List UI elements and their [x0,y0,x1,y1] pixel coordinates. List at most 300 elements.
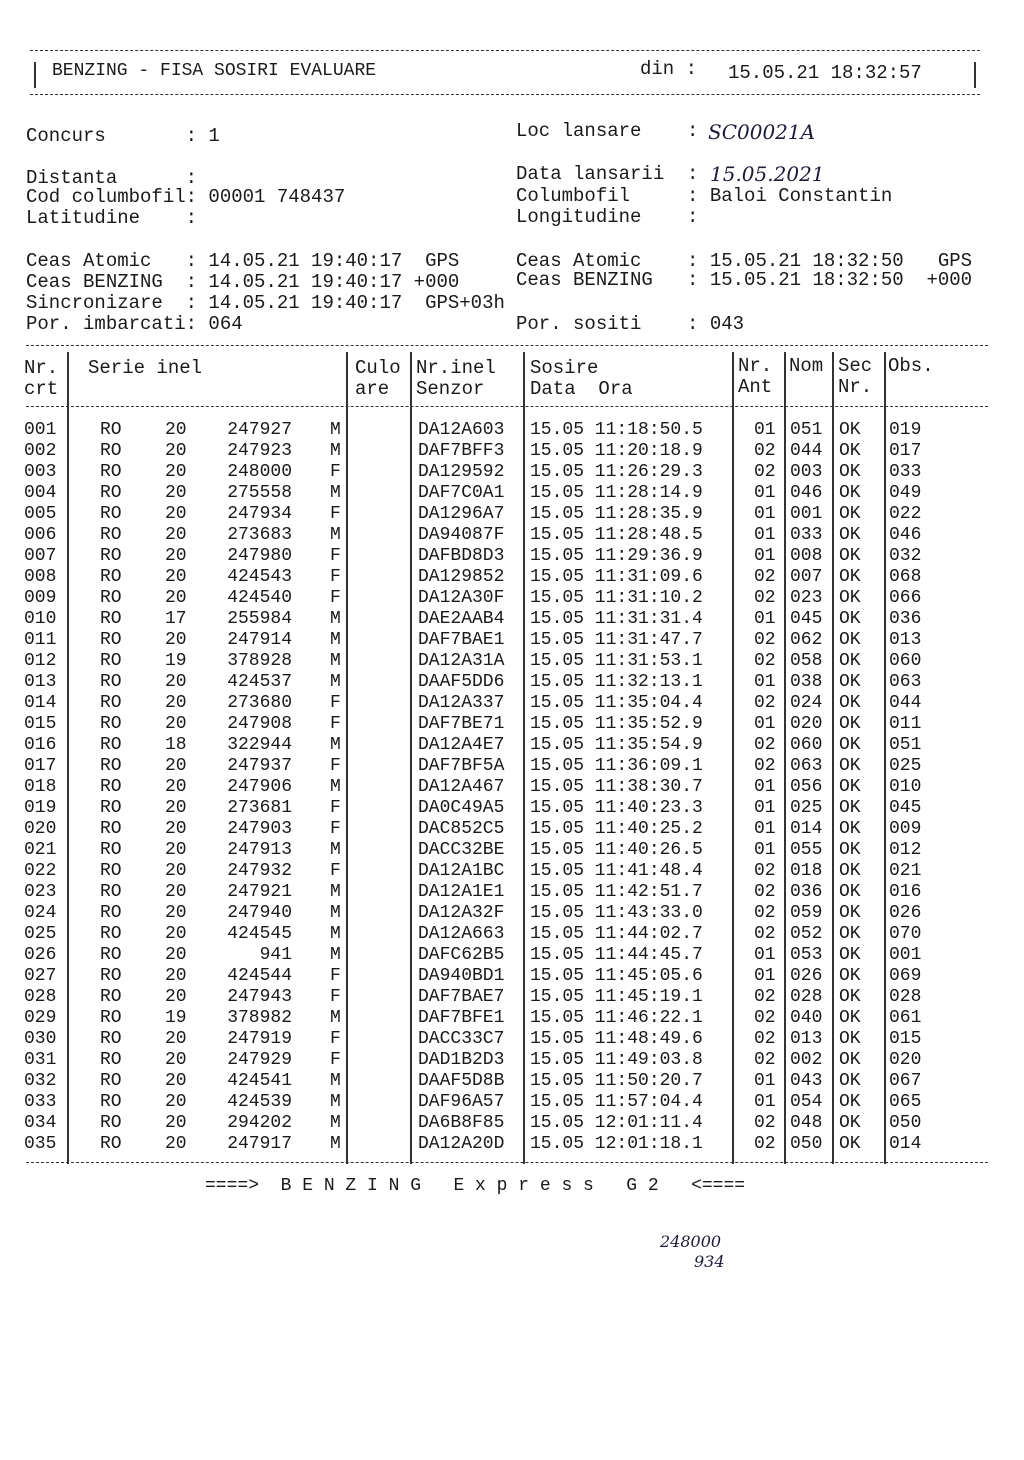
th-sec-2: Nr. [838,376,873,398]
row-sec: OK [839,945,861,965]
row-nr-crt: 028 [24,987,57,1007]
table-row [0,630,1024,651]
row-sensor: DA94087F [418,525,505,545]
row-sex: F [330,861,341,881]
row-country: RO [100,903,122,923]
row-nr-ant: 02 [754,630,776,650]
row-nr-ant: 01 [754,777,776,797]
row-sex: M [330,1134,341,1154]
row-year: 20 [165,966,187,986]
row-ring: 322944 [227,735,292,755]
row-country: RO [100,1008,122,1028]
row-sensor: DA12A30F [418,588,505,608]
row-country: RO [100,1134,122,1154]
row-sex: M [330,609,341,629]
row-nr-crt: 014 [24,693,57,713]
table-row [0,945,1024,966]
cod-columbofil-line: Cod columbofil: 00001 748437 [26,186,346,208]
row-nom: 014 [790,819,823,839]
row-country: RO [100,798,122,818]
row-arrival: 15.05 11:28:14.9 [530,483,703,503]
header-right-border [974,62,976,88]
row-sex: F [330,567,341,587]
row-year: 17 [165,609,187,629]
row-arrival: 15.05 11:31:09.6 [530,567,703,587]
row-sensor: DA0C49A5 [418,798,505,818]
row-obs: 026 [889,903,922,923]
row-obs: 069 [889,966,922,986]
row-obs: 045 [889,798,922,818]
row-year: 20 [165,840,187,860]
row-nr-ant: 02 [754,735,776,755]
row-arrival: 15.05 11:57:04.4 [530,1092,703,1112]
row-obs: 010 [889,777,922,797]
row-country: RO [100,1092,122,1112]
row-nom: 056 [790,777,823,797]
row-nr-crt: 009 [24,588,57,608]
table-row [0,756,1024,777]
row-sec: OK [839,588,861,608]
th-nr-inel-2: Senzor [416,378,485,400]
row-ring: 424539 [227,1092,292,1112]
ceas-benzing-right: Ceas BENZING : 15.05.21 18:32:50 +000 [516,269,973,291]
row-year: 20 [165,1134,187,1154]
row-sensor: DAAF5DD6 [418,672,505,692]
row-country: RO [100,651,122,671]
row-obs: 046 [889,525,922,545]
row-sex: F [330,756,341,776]
row-arrival: 15.05 11:26:29.3 [530,462,703,482]
row-nr-ant: 01 [754,546,776,566]
row-nr-crt: 005 [24,504,57,524]
ceas-atomic-right: Ceas Atomic : 15.05.21 18:32:50 GPS [516,250,973,272]
row-year: 20 [165,504,187,524]
table-row [0,1029,1024,1050]
row-country: RO [100,756,122,776]
row-year: 20 [165,441,187,461]
row-country: RO [100,672,122,692]
row-nr-ant: 01 [754,714,776,734]
row-sec: OK [839,483,861,503]
row-nom: 033 [790,525,823,545]
row-country: RO [100,693,122,713]
row-nr-crt: 010 [24,609,57,629]
table-row [0,462,1024,483]
table-row [0,714,1024,735]
row-sec: OK [839,504,861,524]
row-ring: 294202 [227,1113,292,1133]
row-sec: OK [839,441,861,461]
row-sec: OK [839,1092,861,1112]
row-country: RO [100,567,122,587]
row-sex: F [330,987,341,1007]
row-nr-crt: 022 [24,861,57,881]
row-nr-ant: 01 [754,504,776,524]
row-sensor: DAF7C0A1 [418,483,505,503]
row-nom: 048 [790,1113,823,1133]
row-arrival: 15.05 11:29:36.9 [530,546,703,566]
table-row [0,672,1024,693]
table-row [0,1113,1024,1134]
table-row [0,924,1024,945]
row-country: RO [100,1113,122,1133]
row-nom: 008 [790,546,823,566]
table-row [0,861,1024,882]
table-row [0,441,1024,462]
row-nr-crt: 020 [24,819,57,839]
th-culoare-2: are [355,378,390,400]
row-sex: F [330,504,341,524]
row-sec: OK [839,1008,861,1028]
row-nr-crt: 015 [24,714,57,734]
row-obs: 067 [889,1071,922,1091]
row-nom: 024 [790,693,823,713]
row-sex: M [330,525,341,545]
row-obs: 061 [889,1008,922,1028]
row-nom: 046 [790,483,823,503]
row-ring: 247943 [227,987,292,1007]
row-country: RO [100,777,122,797]
row-sensor: DAFC62B5 [418,945,505,965]
row-nr-crt: 019 [24,798,57,818]
row-year: 20 [165,945,187,965]
row-year: 20 [165,1113,187,1133]
row-nom: 055 [790,840,823,860]
row-arrival: 15.05 11:38:30.7 [530,777,703,797]
row-ring: 424545 [227,924,292,944]
report-datetime: 15.05.21 18:32:57 [728,62,922,84]
row-obs: 021 [889,861,922,881]
row-nom: 025 [790,798,823,818]
columbofil-line: Columbofil : Baloi Constantin [516,185,893,207]
row-nr-ant: 02 [754,588,776,608]
row-nr-crt: 026 [24,945,57,965]
row-sex: M [330,1008,341,1028]
row-sensor: DA129852 [418,567,505,587]
row-country: RO [100,588,122,608]
row-nom: 026 [790,966,823,986]
row-year: 20 [165,1071,187,1091]
row-nom: 020 [790,714,823,734]
row-nom: 050 [790,1134,823,1154]
row-arrival: 15.05 11:40:26.5 [530,840,703,860]
row-year: 20 [165,462,187,482]
row-arrival: 15.05 11:31:10.2 [530,588,703,608]
row-sex: F [330,1029,341,1049]
row-year: 20 [165,924,187,944]
row-nom: 060 [790,735,823,755]
row-nom: 002 [790,1050,823,1070]
row-obs: 020 [889,1050,922,1070]
th-sosire-2: Data Ora [530,378,633,400]
row-sensor: DACC33C7 [418,1029,505,1049]
row-country: RO [100,483,122,503]
row-nr-crt: 011 [24,630,57,650]
row-sec: OK [839,1113,861,1133]
row-nom: 051 [790,420,823,440]
row-sex: F [330,588,341,608]
row-obs: 050 [889,1113,922,1133]
row-sex: F [330,546,341,566]
row-sex: M [330,420,341,440]
row-country: RO [100,525,122,545]
row-nr-crt: 001 [24,420,57,440]
row-nr-ant: 01 [754,420,776,440]
row-sex: F [330,693,341,713]
row-sex: M [330,1071,341,1091]
row-sensor: DA129592 [418,462,505,482]
row-year: 20 [165,588,187,608]
row-sex: M [330,1113,341,1133]
row-year: 20 [165,546,187,566]
row-arrival: 15.05 11:44:45.7 [530,945,703,965]
row-nr-ant: 02 [754,987,776,1007]
row-sec: OK [839,714,861,734]
row-country: RO [100,714,122,734]
row-ring: 247940 [227,903,292,923]
row-ring: 247937 [227,756,292,776]
row-ring: 247932 [227,861,292,881]
row-nr-ant: 02 [754,903,776,923]
row-arrival: 15.05 11:50:20.7 [530,1071,703,1091]
row-year: 20 [165,693,187,713]
th-nr-inel-1: Nr.inel [416,357,496,379]
row-nom: 059 [790,903,823,923]
row-arrival: 15.05 11:41:48.4 [530,861,703,881]
report-title: BENZING - FISA SOSIRI EVALUARE [52,61,377,81]
row-country: RO [100,609,122,629]
table-row [0,735,1024,756]
row-sec: OK [839,1134,861,1154]
row-sensor: DA940BD1 [418,966,505,986]
table-row [0,1134,1024,1155]
row-ring: 424540 [227,588,292,608]
table-row [0,1050,1024,1071]
row-nom: 045 [790,609,823,629]
row-ring: 275558 [227,483,292,503]
row-nr-ant: 01 [754,798,776,818]
row-country: RO [100,882,122,902]
table-row [0,420,1024,441]
handwritten-note-1: 248000 [660,1232,722,1251]
row-nom: 023 [790,588,823,608]
row-obs: 022 [889,504,922,524]
row-sec: OK [839,777,861,797]
row-sec: OK [839,546,861,566]
row-ring: 247908 [227,714,292,734]
row-country: RO [100,819,122,839]
row-sex: M [330,630,341,650]
row-obs: 025 [889,756,922,776]
row-year: 20 [165,420,187,440]
row-obs: 014 [889,1134,922,1154]
row-sex: M [330,651,341,671]
row-nr-ant: 02 [754,882,776,902]
row-nr-crt: 006 [24,525,57,545]
table-row [0,882,1024,903]
row-sensor: DAF7BFF3 [418,441,505,461]
row-arrival: 15.05 11:32:13.1 [530,672,703,692]
ceas-atomic-left: Ceas Atomic : 14.05.21 19:40:17 GPS [26,250,460,272]
sincronizare-line: Sincronizare : 14.05.21 19:40:17 GPS+03h [26,292,505,314]
row-nr-crt: 031 [24,1050,57,1070]
row-arrival: 15.05 11:35:54.9 [530,735,703,755]
row-year: 20 [165,483,187,503]
row-country: RO [100,1050,122,1070]
row-year: 20 [165,882,187,902]
row-year: 18 [165,735,187,755]
row-sex: F [330,819,341,839]
data-lansarii-handwritten: 15.05.2021 [710,162,825,186]
row-nom: 036 [790,882,823,902]
benzing-express-footer: ====> B E N Z I N G E x p r e s s G 2 <==== [205,1176,746,1196]
row-arrival: 15.05 11:40:25.2 [530,819,703,839]
row-country: RO [100,966,122,986]
row-nr-ant: 02 [754,861,776,881]
row-ring: 247929 [227,1050,292,1070]
row-year: 19 [165,1008,187,1028]
row-nr-ant: 02 [754,651,776,671]
row-nom: 043 [790,1071,823,1091]
row-sec: OK [839,903,861,923]
row-nr-ant: 01 [754,819,776,839]
row-sensor: DAF96A57 [418,1092,505,1112]
row-sex: M [330,777,341,797]
row-ring: 247903 [227,819,292,839]
row-nr-ant: 01 [754,945,776,965]
row-sensor: DAF7BE71 [418,714,505,734]
concurs-line: Concurs : 1 [26,125,220,147]
row-ring: 247914 [227,630,292,650]
row-nr-ant: 01 [754,525,776,545]
row-arrival: 15.05 11:43:33.0 [530,903,703,923]
table-row [0,777,1024,798]
table-row [0,1008,1024,1029]
row-nr-ant: 01 [754,1092,776,1112]
row-nom: 052 [790,924,823,944]
arrivals-table-body [0,420,1024,1155]
row-obs: 063 [889,672,922,692]
row-country: RO [100,987,122,1007]
row-year: 20 [165,756,187,776]
header-top-rule [30,50,980,51]
row-sensor: DAF7BAE1 [418,630,505,650]
row-sensor: DA12A663 [418,924,505,944]
latitudine-line: Latitudine : [26,207,198,229]
row-sensor: DA12A1BC [418,861,505,881]
row-year: 20 [165,798,187,818]
table-row [0,525,1024,546]
row-ring: 247980 [227,546,292,566]
row-country: RO [100,840,122,860]
row-nr-ant: 02 [754,567,776,587]
row-nr-ant: 02 [754,756,776,776]
row-sex: M [330,1092,341,1112]
row-sec: OK [839,840,861,860]
row-nr-ant: 02 [754,1134,776,1154]
row-nr-ant: 02 [754,1050,776,1070]
row-nr-crt: 003 [24,462,57,482]
row-arrival: 15.05 11:35:52.9 [530,714,703,734]
longitudine-line: Longitudine : [516,206,699,228]
row-arrival: 15.05 11:36:09.1 [530,756,703,776]
row-sec: OK [839,462,861,482]
row-sec: OK [839,966,861,986]
row-arrival: 15.05 11:48:49.6 [530,1029,703,1049]
row-country: RO [100,1071,122,1091]
loc-lansare-handwritten: SC00021A [708,120,816,144]
row-obs: 065 [889,1092,922,1112]
row-ring: 941 [259,945,292,965]
row-sex: F [330,798,341,818]
row-nom: 003 [790,462,823,482]
row-sex: F [330,714,341,734]
th-nom: Nom [789,355,824,377]
row-sensor: DA12A32F [418,903,505,923]
row-nr-ant: 02 [754,441,776,461]
row-year: 20 [165,777,187,797]
row-nr-ant: 02 [754,924,776,944]
row-nom: 044 [790,441,823,461]
table-row [0,966,1024,987]
row-sensor: DAF7BF5A [418,756,505,776]
row-sec: OK [839,1050,861,1070]
row-nr-ant: 02 [754,693,776,713]
row-arrival: 15.05 11:42:51.7 [530,882,703,902]
row-country: RO [100,441,122,461]
row-nr-crt: 012 [24,651,57,671]
row-ring: 424544 [227,966,292,986]
row-sec: OK [839,651,861,671]
row-sex: M [330,882,341,902]
row-nr-ant: 01 [754,966,776,986]
row-sec: OK [839,672,861,692]
row-sensor: DAFBD8D3 [418,546,505,566]
row-year: 20 [165,525,187,545]
row-obs: 015 [889,1029,922,1049]
row-year: 20 [165,714,187,734]
row-arrival: 15.05 11:40:23.3 [530,798,703,818]
row-nr-ant: 02 [754,1113,776,1133]
th-nr-crt-2: crt [24,378,59,400]
row-nr-ant: 01 [754,609,776,629]
row-sec: OK [839,861,861,881]
row-sex: F [330,462,341,482]
row-nom: 040 [790,1008,823,1028]
row-sex: F [330,966,341,986]
row-nr-crt: 033 [24,1092,57,1112]
porumbei-imbarcati: Por. imbarcati: 064 [26,313,243,335]
row-sex: M [330,924,341,944]
row-nom: 013 [790,1029,823,1049]
row-arrival: 15.05 12:01:18.1 [530,1134,703,1154]
row-sensor: DA12A337 [418,693,505,713]
row-year: 19 [165,651,187,671]
row-sensor: DAE2AAB4 [418,609,505,629]
row-sec: OK [839,630,861,650]
row-ring: 247917 [227,1134,292,1154]
row-nr-crt: 008 [24,567,57,587]
row-nom: 001 [790,504,823,524]
row-nr-crt: 035 [24,1134,57,1154]
row-sex: M [330,735,341,755]
row-nr-crt: 018 [24,777,57,797]
row-year: 20 [165,987,187,1007]
row-nr-crt: 032 [24,1071,57,1091]
row-nr-crt: 016 [24,735,57,755]
th-nr-crt-1: Nr. [24,357,59,379]
row-ring: 247927 [227,420,292,440]
